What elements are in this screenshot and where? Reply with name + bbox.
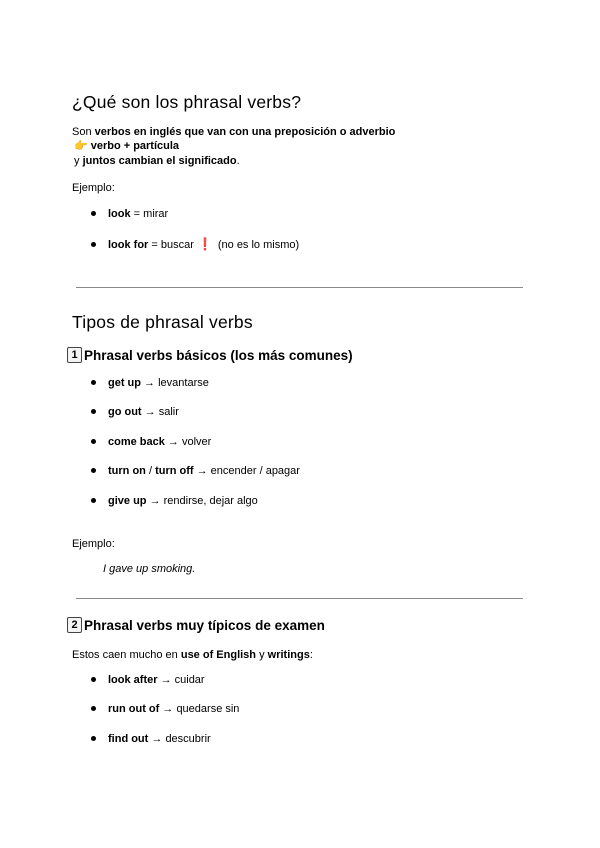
list-item xyxy=(91,406,179,418)
verb-bold: give up xyxy=(108,495,147,507)
verb-meaning: → encender / apagar xyxy=(193,465,300,477)
verb-bold: find out xyxy=(108,733,149,745)
verb-meaning: → descubrir xyxy=(148,733,211,745)
list-item xyxy=(91,495,258,507)
intro-line-2 xyxy=(74,139,179,154)
list-item xyxy=(91,208,168,220)
bullet-dot-icon xyxy=(91,439,96,444)
subsection-title-exam xyxy=(67,617,325,633)
exclamation-icon: ❗ xyxy=(197,237,213,251)
section-title-types: Tipos de phrasal verbs xyxy=(72,312,253,332)
bullet-dot-icon xyxy=(91,409,96,414)
bullet-dot-icon xyxy=(91,706,96,711)
verb-meaning: → rendirse, dejar algo xyxy=(146,495,258,507)
verb-meaning: → volver xyxy=(164,436,212,448)
verb-bold: go out xyxy=(108,406,142,418)
exam-intro-bold-1: use of English xyxy=(180,649,257,661)
horizontal-divider xyxy=(76,598,523,599)
list-item xyxy=(91,465,300,477)
verb-meaning: → quedarse sin xyxy=(159,703,240,715)
subsection-title-basic xyxy=(67,347,353,363)
verb-meaning: → levantarse xyxy=(141,377,209,389)
bullet-dot-icon xyxy=(91,211,96,216)
example-label: Ejemplo: xyxy=(72,538,115,550)
intro-line3-prefix: y xyxy=(74,155,83,167)
exam-intro-mid: y xyxy=(256,649,268,661)
intro-line3-bold: juntos cambian el significado xyxy=(82,155,237,167)
exam-intro-prefix: Estos caen mucho en xyxy=(72,649,181,661)
bullet-dot-icon xyxy=(91,677,96,682)
example-sentence: I gave up smoking. xyxy=(103,563,196,575)
list-item xyxy=(91,237,299,251)
verb-separator: / xyxy=(145,465,156,477)
verb-bold-2: turn off xyxy=(155,465,194,477)
list-item xyxy=(91,703,239,715)
exam-intro-suffix: : xyxy=(309,649,313,661)
subsection-title-text: Phrasal verbs muy típicos de examen xyxy=(84,617,325,633)
verb-bold: run out of xyxy=(108,703,160,715)
list-item xyxy=(91,733,211,745)
verb-meaning: = buscar xyxy=(148,239,194,251)
list-item xyxy=(91,436,211,448)
keycap-two-icon: 2 xyxy=(67,617,82,633)
verb-meaning: → cuidar xyxy=(157,674,205,686)
verb-bold: look xyxy=(108,208,131,220)
verb-meaning: = mirar xyxy=(130,208,169,220)
bullet-dot-icon xyxy=(91,736,96,741)
exam-intro xyxy=(72,648,313,663)
exam-intro-bold-2: writings xyxy=(267,649,310,661)
bullet-dot-icon xyxy=(91,380,96,385)
verb-bold: turn on xyxy=(108,465,146,477)
intro-line3-suffix: . xyxy=(236,155,240,167)
bullet-dot-icon xyxy=(91,468,96,473)
horizontal-divider xyxy=(76,287,523,288)
intro-prefix: Son xyxy=(72,126,95,138)
intro-bold: verbos en inglés que van con una preposición o adverbio xyxy=(94,126,396,138)
pointing-hand-icon: 👉 xyxy=(74,140,88,152)
verb-bold: look after xyxy=(108,674,158,686)
intro-formula: verbo + partícula xyxy=(90,140,180,152)
verb-note: (no es lo mismo) xyxy=(217,239,300,251)
intro-line-1 xyxy=(72,125,395,140)
intro-line-3 xyxy=(74,154,240,169)
bullet-dot-icon xyxy=(91,242,96,247)
example-label: Ejemplo: xyxy=(72,182,115,194)
bullet-dot-icon xyxy=(91,498,96,503)
verb-bold: come back xyxy=(108,436,165,448)
subsection-title-text: Phrasal verbs básicos (los más comunes) xyxy=(84,347,353,363)
section-title-what-are: ¿Qué son los phrasal verbs? xyxy=(72,92,302,112)
verb-bold: look for xyxy=(108,239,149,251)
list-item xyxy=(91,377,209,389)
verb-meaning: → salir xyxy=(141,406,179,418)
verb-bold: get up xyxy=(108,377,141,389)
keycap-one-icon: 1 xyxy=(67,347,82,363)
list-item xyxy=(91,674,205,686)
